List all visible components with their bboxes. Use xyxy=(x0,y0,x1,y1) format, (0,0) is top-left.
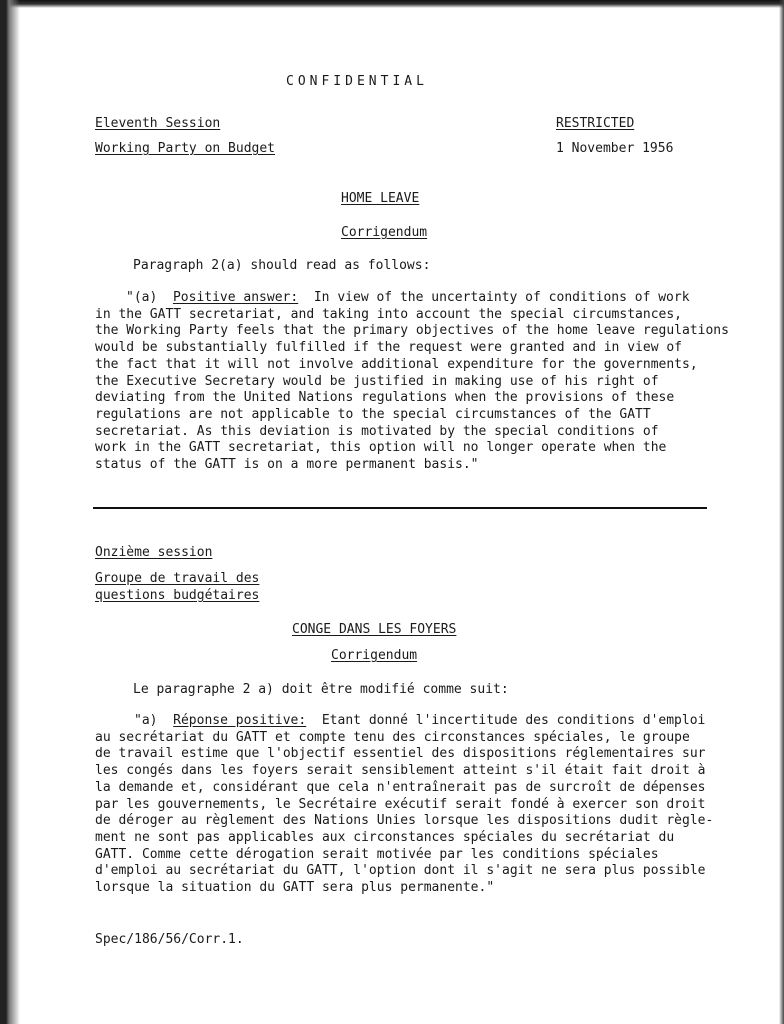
french-quote-open: "a) xyxy=(134,713,158,728)
document-reference: Spec/186/56/Corr.1. xyxy=(95,932,244,947)
french-intro: Le paragraphe 2 a) doit être modifié comme suit: xyxy=(133,682,509,697)
french-line: par les gouvernements, le Secrétaire exécutif serait fondé à exercer son droit xyxy=(95,796,706,812)
english-line: secretariat. As this deviation is motivated by the special conditions of xyxy=(95,423,659,439)
scan-edge-top xyxy=(0,0,784,8)
english-line: In view of the uncertainty of conditions of work xyxy=(313,290,690,305)
french-line: la demande et, considérant que cela n'entraînerait pas de surcroît de dépenses xyxy=(95,779,706,795)
english-line: deviating from the United Nations regulations when the provisions of these xyxy=(95,390,675,406)
body-label: Working Party on Budget xyxy=(95,141,276,156)
english-paragraph xyxy=(95,290,729,474)
french-session-label: Onzième session xyxy=(95,545,213,560)
english-title: HOME LEAVE xyxy=(341,191,420,206)
french-title: CONGE DANS LES FOYERS xyxy=(292,622,457,637)
french-body-label-line2: questions budgétaires xyxy=(95,588,260,603)
english-line: status of the GATT is on a more permanent basis." xyxy=(95,457,479,473)
session-label: Eleventh Session xyxy=(95,116,221,131)
english-line: would be substantially fulfilled if the request were granted and in view of xyxy=(95,340,682,356)
french-line: ment ne sont pas applicables aux circonstances spéciales du secrétariat du xyxy=(95,829,675,845)
french-quote-heading: Réponse positive: xyxy=(173,713,307,728)
french-body-label-line1: Groupe de travail des xyxy=(95,571,260,586)
english-line: the fact that it will not involve additional expenditure for the governments, xyxy=(95,356,698,372)
english-quote-open: "(a) xyxy=(126,290,158,305)
english-quote-heading: Positive answer: xyxy=(172,290,299,305)
document-date: 1 November 1956 xyxy=(556,141,674,156)
english-line: regulations are not applicable to the special circumstances of the GATT xyxy=(95,406,651,422)
classification-heading: CONFIDENTIAL xyxy=(286,74,428,89)
french-line: d'emploi au secrétariat du GATT, l'option dont il s'agit ne sera plus possible xyxy=(95,863,706,879)
english-subtitle: Corrigendum xyxy=(341,225,428,240)
distribution-label: RESTRICTED xyxy=(556,116,635,131)
french-line: GATT. Comme cette dérogation serait motivée par les conditions spéciales xyxy=(95,846,659,862)
scan-edge-right xyxy=(779,0,784,1024)
english-line: the Working Party feels that the primary objectives of the home leave regulations xyxy=(95,323,729,339)
english-line: work in the GATT secretariat, this option will no longer operate when the xyxy=(95,440,667,456)
french-line: Etant donné l'incertitude des conditions d'emploi xyxy=(321,713,706,728)
french-line: lorsque la situation du GATT sera plus permanente." xyxy=(95,880,495,896)
english-line: in the GATT secretariat, and taking into account the special circumstances, xyxy=(95,306,682,322)
english-line: the Executive Secretary would be justified in making use of his right of xyxy=(95,373,659,389)
french-paragraph xyxy=(95,713,713,897)
french-line: de déroger au règlement des Nations Unies lorsque les dispositions dudit règle- xyxy=(95,813,714,829)
section-divider xyxy=(93,507,707,509)
french-line: de travail estime que l'objectif essentiel des dispositions réglementaires sur xyxy=(95,746,706,762)
english-intro: Paragraph 2(a) should read as follows: xyxy=(133,258,431,273)
scan-edge-left xyxy=(0,0,20,1024)
french-line: au secrétariat du GATT et compte tenu des circonstances spéciales, le groupe xyxy=(95,729,690,745)
french-subtitle: Corrigendum xyxy=(331,648,418,663)
french-line: les congés dans les foyers serait sensiblement atteint s'il était fait droit à xyxy=(95,763,706,779)
